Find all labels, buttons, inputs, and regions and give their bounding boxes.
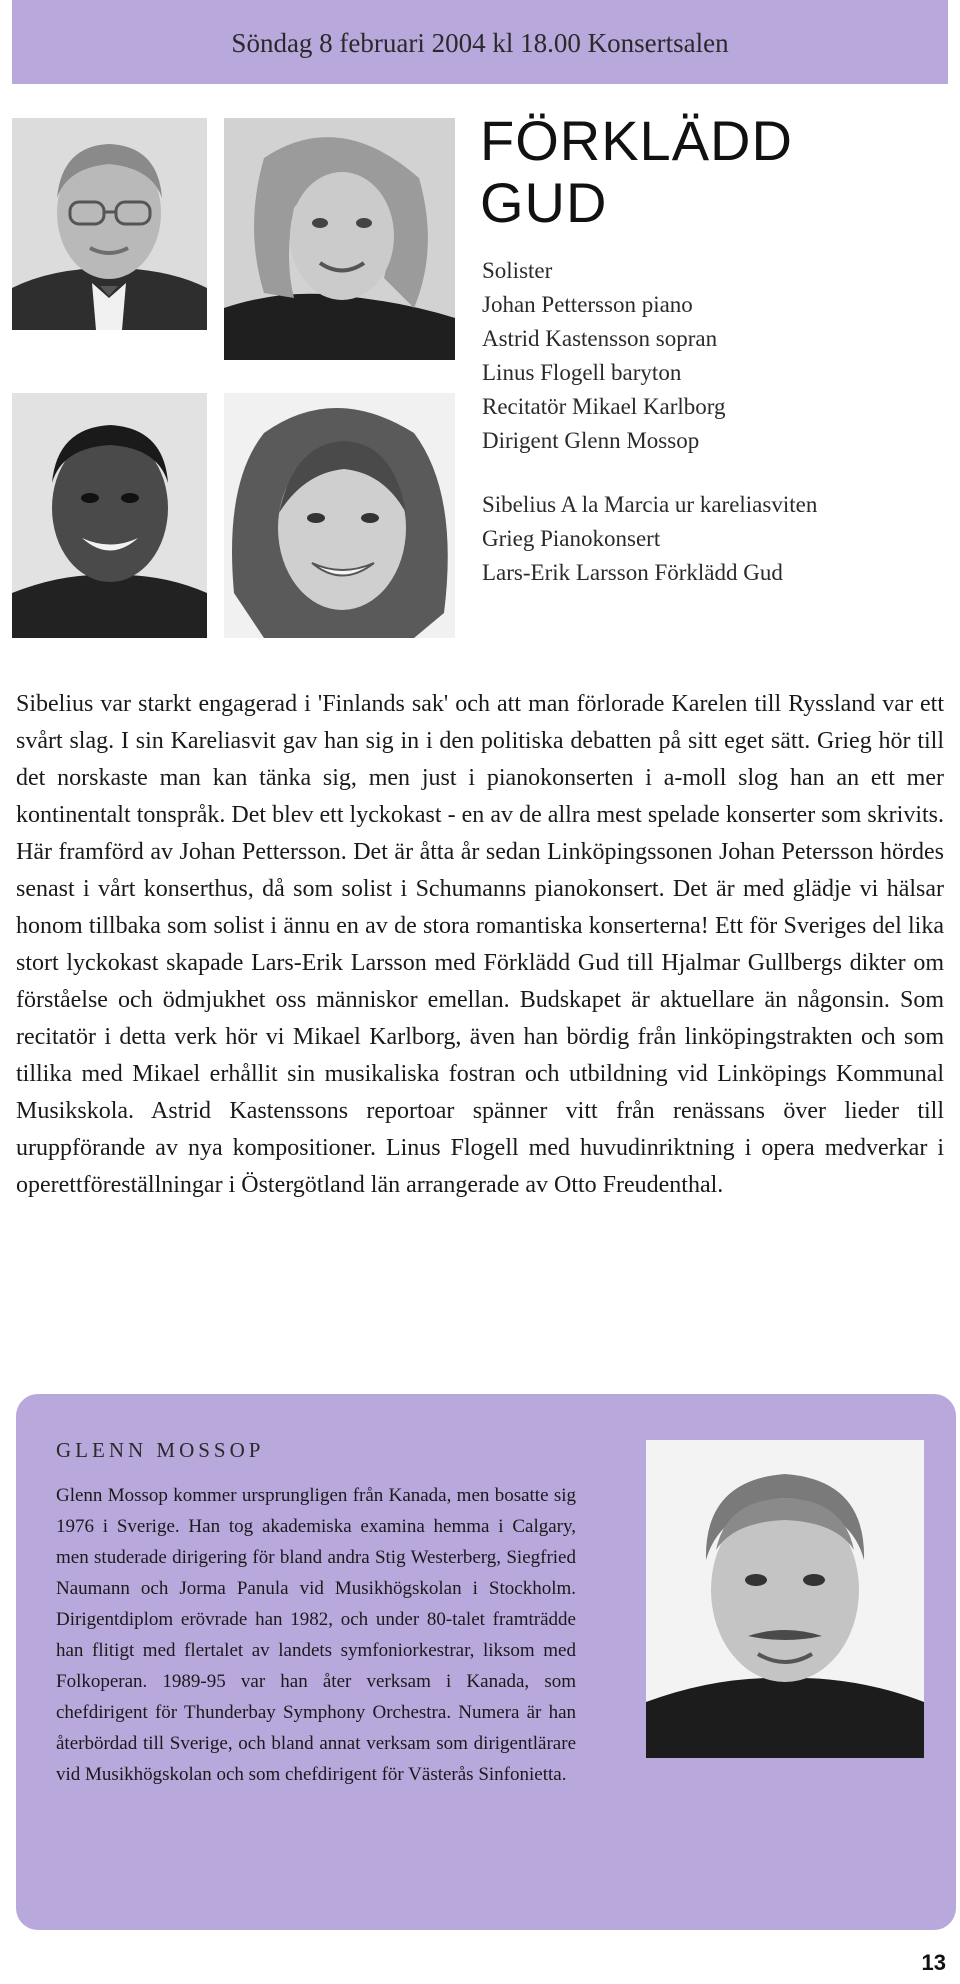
portrait-photo-glenn-mossop [646, 1440, 924, 1758]
performer-line: Johan Pettersson piano [482, 292, 693, 317]
spacer [482, 458, 817, 488]
performer-line: Astrid Kastensson sopran [482, 326, 718, 351]
program-line: Lars-Erik Larsson Förklädd Gud [482, 560, 783, 585]
event-date-location: Söndag 8 februari 2004 kl 18.00 Konsertsalen [231, 27, 729, 58]
performers-heading: Solister [482, 258, 553, 283]
page-number: 13 [921, 1950, 946, 1975]
bio-text: Glenn Mossop kommer ursprungligen från Kanada, men bosatte sig 1976 i Sverige. Han tog akademiska examina hemma i Calgary, men studerade dirigering för bland andra Stig Westerberg, Siegfried Naumann och Jorma Panula vid Musikhögskolan i Stockholm. Dirigentdiplom erövrade han 1982, och under 80-talet framträdde han flitigt med flertalet av landets symfoniorkestrar, liksom med Folkoperan. 1989-95 var han åter verksam i Kanada, som chefdirigent för Thunderbay Symphony Orchestra. Numera är han återbördad till Sverige, och bland annat verksam som dirigentlärare vid Musikhögskolan och som chefdirigent för Västerås Sinfonietta. [56, 1485, 576, 1785]
concert-title-line1: FÖRKLÄDD [480, 109, 793, 172]
concert-info [482, 254, 817, 590]
concert-title [480, 110, 793, 234]
program-line: Grieg Pianokonsert [482, 526, 661, 551]
portrait-photo-johan-pettersson [12, 118, 207, 330]
article-body: Sibelius var starkt engagerad i 'Finlands sak' och att man förlorade Karelen till Ryssland var ett svårt slag. I sin Kareliasvit gav han sig in i den politiska debatten på sitt eget sätt. Grieg hör till det norskaste man kan tänka sig, men just i pianokonserten i a-moll slog han an ett mer kontinentalt tonspråk. Det blev ett lyckokast - en av de allra mest spelade konserter som skrivits. Här framförd av Johan Pettersson. Det är åtta år sedan Linköpingssonen Johan Petersson hördes senast i vårt konserthus, då som solist i Schumanns pianokonsert. Det är med glädje vi hälsar honom tillbaka som solist i ännu en av de stora romantiska konserterna! Ett för Sveriges del lika stort lyckokast skapade Lars-Erik Larsson med Förklädd Gud till Hjalmar Gullbergs dikter om förståelse och ödmjukhet oss människor emellan. Budskapet är aktuellare än någonsin. Som recitatör i detta verk hör vi Mikael Karlborg, även han bördig från linköpingstrakten och som tillika med Mikael erhållit sin musikaliska fostran och utbildning vid Linköpings Kommunal Musikskola. Astrid Kastenssons reportoar spänner vitt från renässans över lieder till uruppförande av nya kompositioner. Linus Flogell med huvudinriktning i opera medverkar i operettföreställningar i Östergötland län arrangerade av Otto Freudenthal. [16, 691, 944, 1198]
program-line: Sibelius A la Marcia ur kareliasviten [482, 492, 818, 517]
portrait-photo-mikael-karlborg [224, 393, 455, 638]
event-header-band [12, 0, 948, 84]
performer-line: Recitatör Mikael Karlborg [482, 394, 726, 419]
portrait-photo-astrid-kastensson [224, 118, 455, 360]
performer-line: Dirigent Glenn Mossop [482, 428, 700, 453]
performer-line: Linus Flogell baryton [482, 360, 682, 385]
portrait-photo-linus-flogell [12, 393, 207, 638]
bio-heading: GLENN MOSSOP [56, 1438, 265, 1462]
concert-title-line2: GUD [480, 171, 608, 234]
